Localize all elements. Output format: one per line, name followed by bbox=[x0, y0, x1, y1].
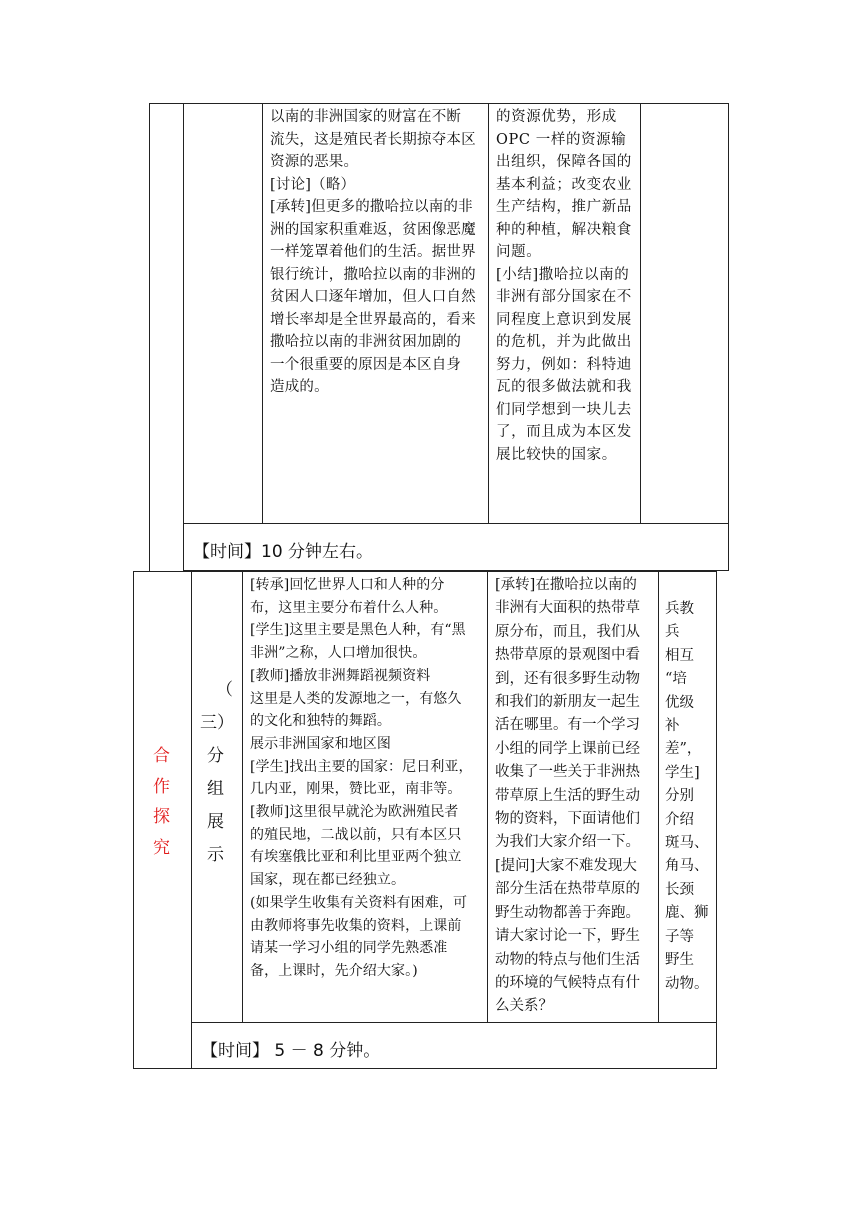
text-line: 小组的同学上课前已经 bbox=[495, 740, 640, 757]
text-line: 动物的特点与他们生活 bbox=[495, 951, 640, 968]
text-line: 生产结构，推广新品 bbox=[496, 199, 632, 215]
text-line: 动物。 bbox=[665, 975, 709, 992]
text-line: OPC 一样的资源输 bbox=[496, 131, 627, 148]
text-line: 贫困人口逐年增加，但人口自然 bbox=[270, 289, 476, 305]
text-line: 撒哈拉以南的非洲贫困加剧的 bbox=[270, 334, 462, 350]
text-line: 野生动物都善于奔跑。 bbox=[495, 904, 640, 921]
text-line: [学生]这里主要是黑色人种，有“黑 bbox=[250, 622, 466, 639]
table1-row-divider bbox=[183, 523, 729, 524]
table2-col-divider-1 bbox=[191, 571, 192, 1069]
table1-col-divider-1 bbox=[183, 103, 184, 571]
text-line: 的殖民地，二战以前，只有本区只 bbox=[250, 826, 462, 843]
table1-student-activity-cell bbox=[496, 106, 632, 466]
text-line: 的危机，并为此做出 bbox=[496, 334, 632, 350]
table2-left-border bbox=[133, 571, 134, 1069]
text-line: 非洲有部分国家在不 bbox=[496, 289, 632, 305]
text-line: 热带草原的景观图中看 bbox=[495, 647, 640, 664]
text-line: (如果学生收集有关资料有困难，可 bbox=[250, 894, 468, 911]
text-line: 和我们的新朋友一起生 bbox=[495, 694, 640, 711]
table1-col-divider-2 bbox=[262, 103, 263, 524]
table2-time-note: 【时间】 5 － 8 分钟。 bbox=[201, 1041, 381, 1061]
text-line: [讨论]（略） bbox=[270, 176, 356, 193]
text-line: [小结]撒哈拉以南的 bbox=[496, 266, 630, 283]
text-line: 的文化和独特的舞蹈。 bbox=[250, 713, 391, 730]
text-line: 展示非洲国家和地区图 bbox=[250, 735, 391, 752]
subsection-label-group-presentation: （ 三） 分 组 展 示 bbox=[200, 680, 234, 865]
table2-right-border bbox=[716, 571, 717, 1069]
text-line: 非洲”之称，人口增加很快。 bbox=[250, 645, 427, 662]
text-line: 银行统计，撒哈拉以南的非洲的 bbox=[270, 266, 476, 283]
text-line: 的资源优势，形成 bbox=[496, 109, 617, 125]
text-line: 造成的。 bbox=[270, 379, 329, 395]
text-line: 么关系？ bbox=[495, 998, 553, 1015]
text-line: 展比较快的国家。 bbox=[496, 446, 617, 463]
text-line: 长颈 bbox=[665, 881, 694, 898]
text-line: [提问]大家不难发现大 bbox=[495, 857, 637, 874]
text-line: 介绍 bbox=[665, 811, 694, 828]
text-line: [学生]找出主要的国家：尼日利亚， bbox=[250, 758, 473, 775]
text-line: 瓦的很多做法就和我 bbox=[496, 379, 632, 395]
text-line: 请某一学习小组的同学先熟悉准 bbox=[250, 940, 448, 957]
table2-col-divider-3 bbox=[487, 571, 488, 1023]
text-line: 收集了一些关于非洲热 bbox=[495, 764, 640, 781]
text-line: 分别 bbox=[665, 788, 694, 805]
text-line: 原分布，而且，我们从 bbox=[495, 623, 640, 640]
text-line: 流失，这是殖民者长期掠夺本区 bbox=[270, 131, 476, 148]
text-line: 差”， bbox=[665, 741, 702, 758]
text-line: 以南的非洲国家的财富在不断 bbox=[270, 109, 462, 125]
text-line: 学生] bbox=[665, 764, 700, 781]
table1-top-border bbox=[149, 103, 729, 104]
text-line: 部分生活在热带草原的 bbox=[495, 881, 640, 898]
text-line: 非洲有大面积的热带草 bbox=[495, 600, 640, 617]
table2-teacher-activity-cell bbox=[250, 574, 473, 983]
text-line: 同程度上意识到发展 bbox=[496, 311, 632, 328]
table2-student-activity-cell bbox=[495, 574, 640, 1019]
table1-col-divider-4 bbox=[640, 103, 641, 524]
text-line: 问题。 bbox=[496, 244, 542, 260]
text-line: 斑马、 bbox=[665, 835, 709, 852]
text-line: 这里是人类的发源地之一，有悠久 bbox=[250, 690, 462, 707]
table2-design-intent-cell bbox=[665, 598, 709, 996]
text-line: 种的种植，解决粮食 bbox=[496, 221, 632, 238]
text-line: 鹿、狮 bbox=[665, 905, 709, 922]
text-line: [教师]播放非洲舞蹈视频资料 bbox=[250, 667, 431, 684]
text-line: [承转]在撒哈拉以南的 bbox=[495, 577, 637, 593]
table1-left-border bbox=[149, 103, 150, 571]
table2-top-border bbox=[133, 571, 717, 572]
table1-right-border bbox=[728, 103, 729, 571]
text-line: 活在哪里。有一个学习 bbox=[495, 717, 640, 734]
text-line: 为我们大家介绍一下。 bbox=[495, 834, 640, 851]
table2-row-divider bbox=[191, 1022, 717, 1023]
text-line: 备，上课时，先介绍大家。) bbox=[250, 962, 418, 979]
text-line: 兵教 bbox=[665, 601, 694, 617]
table1-teacher-activity-cell bbox=[270, 106, 476, 399]
text-line: 到，还有很多野生动物 bbox=[495, 670, 640, 687]
table2-col-divider-2 bbox=[242, 571, 243, 1023]
text-line: 几内亚，刚果，赞比亚，南非等。 bbox=[250, 781, 462, 798]
text-line: 国家，现在都已经独立。 bbox=[250, 872, 406, 889]
text-line: 了，而且成为本区发 bbox=[496, 424, 632, 440]
table2-bottom-border bbox=[133, 1068, 717, 1069]
text-line: 增长率却是全世界最高的，看来 bbox=[270, 311, 476, 328]
text-line: 有埃塞俄比亚和利比里亚两个独立 bbox=[250, 849, 462, 866]
text-line: [教师]这里很早就沦为欧洲殖民者 bbox=[250, 804, 459, 821]
text-line: 补 bbox=[665, 718, 680, 735]
text-line: 基本利益；改变农业 bbox=[496, 176, 632, 193]
text-line: 物的资料，下面请他们 bbox=[495, 811, 640, 828]
text-line: 的环境的气候特点有什 bbox=[495, 974, 640, 991]
text-line: 资源的恶果。 bbox=[270, 154, 359, 170]
text-line: 努力，例如：科特迪 bbox=[496, 356, 632, 373]
text-line: 请大家讨论一下，野生 bbox=[495, 928, 640, 945]
text-line: 兵 bbox=[665, 624, 680, 641]
text-line: 子等 bbox=[665, 928, 694, 945]
text-line: [转承]回忆世界人口和人种的分 bbox=[250, 577, 445, 593]
text-line: 洲的国家积重难返，贫困像恶魔 bbox=[270, 221, 476, 238]
text-line: 一样笼罩着他们的生活。据世界 bbox=[270, 244, 476, 260]
text-line: 出组织，保障各国的 bbox=[496, 154, 632, 170]
text-line: 相互 bbox=[665, 647, 694, 664]
text-line: 们同学想到一块儿去 bbox=[496, 401, 632, 418]
text-line: 角马、 bbox=[665, 858, 709, 875]
text-line: [承转]但更多的撒哈拉以南的非 bbox=[270, 199, 473, 215]
table2-col-divider-4 bbox=[658, 571, 659, 1023]
text-line: 带草原上生活的野生动 bbox=[495, 787, 640, 804]
text-line: “培 bbox=[665, 671, 687, 688]
text-line: 由教师将事先收集的资料，上课前 bbox=[250, 917, 462, 934]
text-line: 优级 bbox=[665, 694, 694, 711]
section-label-cooperative-inquiry: 合 作 探 究 bbox=[153, 746, 170, 858]
text-line: 布，这里主要分布着什么人种。 bbox=[250, 599, 448, 616]
text-line: 野生 bbox=[665, 952, 694, 969]
table1-time-note: 【时间】10 分钟左右。 bbox=[193, 542, 374, 562]
table1-col-divider-3 bbox=[488, 103, 489, 524]
text-line: 一个很重要的原因是本区自身 bbox=[270, 356, 462, 373]
